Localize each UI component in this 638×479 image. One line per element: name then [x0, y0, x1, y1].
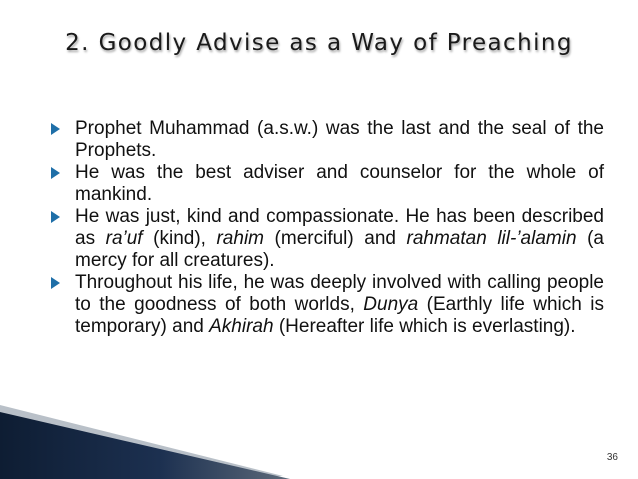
italic-term: ra’uf — [105, 228, 143, 249]
italic-term: rahmatan lil-’alamin — [406, 228, 577, 249]
bullet-text-run: He was just, kind and compassionate. He has been described as — [75, 206, 604, 249]
page-number: 36 — [606, 452, 618, 463]
bullet-text-run: Throughout his life, he was deeply involved with calling people to the goodness of both worlds, — [75, 272, 604, 315]
bullet-text-run: (Hereafter life which is everlasting). — [273, 316, 576, 337]
bullet-text-run: (merciful) and — [264, 228, 407, 249]
bullet-text-run: (kind), — [142, 228, 217, 249]
italic-term: Dunya — [363, 294, 419, 315]
slide-title: 2. Goodly Advise as a Way of Preaching — [65, 30, 573, 56]
italic-term: Akhirah — [209, 316, 274, 337]
bullet-text-run: He was the best adviser and counselor for the whole of mankind. — [75, 162, 604, 205]
bullet-text-run: Prophet Muhammad (a.s.w.) was the last and the seal of the Prophets. — [75, 118, 604, 161]
italic-term: rahim — [216, 228, 264, 249]
bullet-text-run: (a mercy for all creatures). — [75, 228, 604, 271]
bullet-text-run: (Earthly life which is temporary) and — [75, 294, 604, 337]
